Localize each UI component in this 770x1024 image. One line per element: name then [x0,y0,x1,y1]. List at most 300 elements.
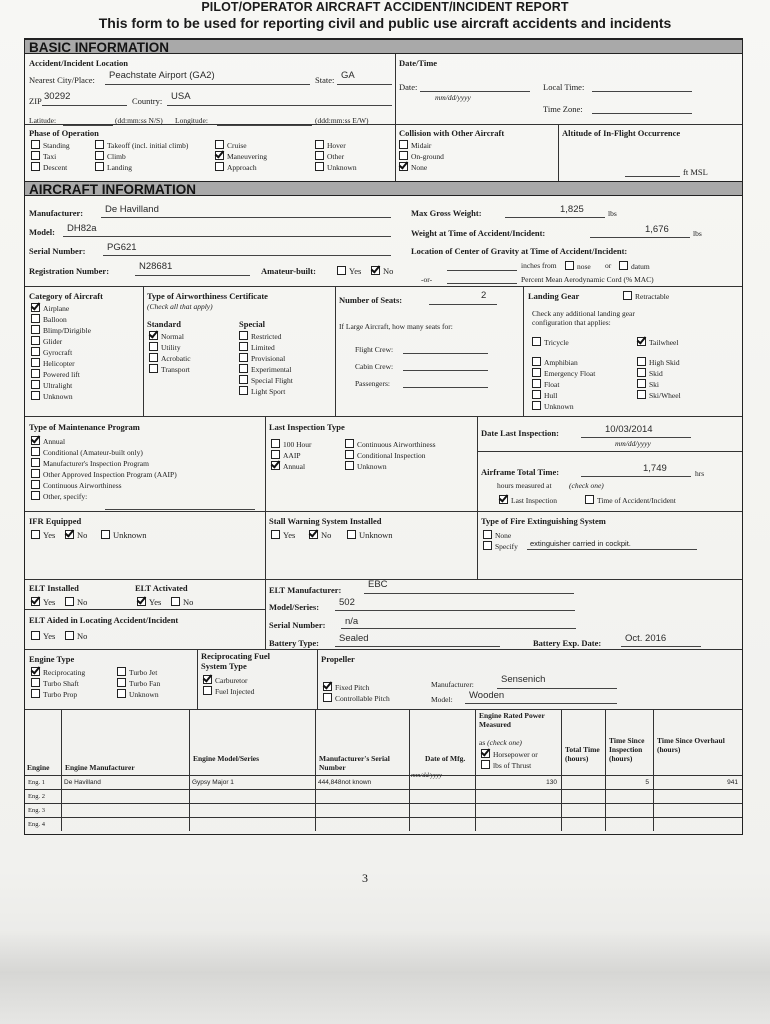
checkbox-label: Continuous Airworthiness [357,440,436,449]
amateur-no[interactable]: No [371,266,393,276]
checkbox-label: Turbo Shaft [43,679,79,688]
standard-cert-option[interactable] [149,342,181,353]
time-zone-label: Time Zone: [543,104,583,114]
latitude-label: Latitude: [29,116,57,125]
checkbox-label: 100 Hour [283,440,312,449]
special-cert-option[interactable] [239,364,291,375]
checkbox[interactable] [345,450,354,459]
maintenance-option[interactable] [31,491,87,502]
checkbox-label: Unknown [544,402,574,411]
date-mfg-hint: mm/dd/yyyy [411,772,443,779]
cg-label: Location of Center of Gravity at Time of Accident/Incident: [411,246,628,256]
manufacturer-label: Manufacturer: [29,208,84,218]
engine-type-option[interactable] [31,667,85,678]
checkbox-label: AAIP [283,451,301,460]
fire-specify-field[interactable]: extinguisher carried in cockpit. [530,539,631,548]
engine-table-header: Date of Mfg. [425,754,466,763]
category-option[interactable] [31,303,69,314]
checkbox[interactable] [149,342,158,351]
report-title: PILOT/OPERATOR AIRCRAFT ACCIDENT/INCIDENT REPORT [201,0,569,14]
elt-aided-yes[interactable]: Yes [31,631,55,641]
elt-aided-title: ELT Aided in Locating Accident/Incident [29,615,179,625]
thrust-option[interactable]: lbs of Thrust [481,760,531,771]
fuel-system-title-1: Reciprocating Fuel [201,651,271,661]
maintenance-option[interactable] [31,480,122,491]
checkbox-label: Airplane [43,304,70,313]
power-as: as (check one) [479,738,522,747]
phase-option[interactable] [31,151,56,162]
checkbox[interactable] [315,151,324,160]
checkbox-label: Utility [161,343,181,352]
fuel-system-option[interactable] [203,686,254,697]
phase-option[interactable] [215,162,257,173]
ifr-yes[interactable]: Yes [31,530,55,540]
checkbox[interactable] [532,379,541,388]
checkbox-label: Ski [649,380,660,389]
stall-no[interactable]: No [309,530,331,540]
power-header: Engine Rated Power Measured [479,711,545,729]
fire-system-title: Type of Fire Extinguishing System [481,516,606,526]
special-cert-option[interactable] [239,386,285,397]
aircraft-information-band: AIRCRAFT INFORMATION [25,181,742,196]
seats-field[interactable]: 2 [481,290,487,301]
passengers-label: Passengers: [355,379,390,388]
elt-installed-no[interactable]: No [65,597,87,607]
checkbox[interactable] [31,458,40,467]
stall-unknown[interactable]: Unknown [347,530,393,540]
fuel-system-option[interactable] [203,675,248,686]
checkbox-label: Reciprocating [43,668,86,677]
checkbox[interactable] [239,386,248,395]
phase-option[interactable] [315,140,346,151]
checkbox-label: Normal [161,332,184,341]
elt-activated-no[interactable]: No [171,597,193,607]
collision-option[interactable] [399,162,427,173]
engine-cell-power[interactable]: 130 [546,779,557,786]
category-option[interactable] [31,325,91,336]
checkbox-label: Fuel Injected [215,687,255,696]
checkbox-label: Ultralight [43,381,73,390]
checkbox-label: Standing [43,141,70,150]
checkbox-label: Restricted [251,332,282,341]
checkbox[interactable] [31,436,40,445]
serial-label: Serial Number: [29,246,86,256]
engine-cell-eng: Eng. 1 [28,779,45,786]
elt-model-field[interactable]: 502 [339,597,355,608]
cg-nose-checkbox[interactable]: nose [565,261,591,272]
checkbox-label: Continuous Airworthiness [43,481,122,490]
inspection-type-option[interactable] [345,439,436,450]
category-option[interactable] [31,336,62,347]
checkbox-label: Unknown [129,690,159,699]
phase-option[interactable] [315,151,344,162]
checkbox[interactable] [345,439,354,448]
checkbox[interactable] [149,331,158,340]
landing-gear-option[interactable] [532,401,574,412]
elt-manufacturer-field[interactable]: EBC [368,579,388,590]
airframe-time-label: Airframe Total Time: [481,467,560,477]
fuel-system-title-2: System Type [201,661,247,671]
ifr-no[interactable]: No [65,530,87,540]
inspection-type-option[interactable] [345,461,387,472]
model-field[interactable]: DH82a [67,223,97,234]
cg-mac-text: Percent Mean Aerodynamic Cord (% MAC) [521,275,654,284]
hours-measured-hint: (check one) [569,481,604,490]
checkbox[interactable] [31,480,40,489]
checkbox-label: Controllable Pitch [335,694,390,703]
serial-field[interactable]: PG621 [107,242,137,253]
retractable-checkbox[interactable]: Retractable [623,291,669,302]
phase-option[interactable] [95,151,126,162]
date-last-inspection-field[interactable]: 10/03/2014 [605,424,653,435]
manufacturer-field[interactable]: De Havilland [105,204,159,215]
checkbox[interactable] [271,439,280,448]
checkbox-label: Midair [411,141,432,150]
checkbox[interactable] [323,693,332,702]
fire-none[interactable]: None [483,530,511,541]
propeller-manufacturer-field[interactable]: Sensenich [501,674,546,685]
checkbox-label: Float [544,380,560,389]
checkbox-label: Turbo Prop [43,690,78,699]
checkbox[interactable] [31,447,40,456]
latitude-hint: (dd:mm:ss N/S) [115,116,163,125]
weight-unit: lbs [693,229,702,238]
phase-option[interactable] [31,162,67,173]
category-option[interactable] [31,369,80,380]
registration-label: Registration Number: [29,266,110,276]
landing-gear-option[interactable] [532,390,557,401]
landing-gear-option[interactable] [637,357,680,368]
checkbox[interactable] [637,390,646,399]
checkbox[interactable] [31,369,40,378]
special-cert-option[interactable] [239,342,275,353]
ifr-unknown[interactable]: Unknown [101,530,147,540]
checkbox-label: Fixed Pitch [335,683,370,692]
checkbox[interactable] [95,162,104,171]
category-option[interactable] [31,314,67,325]
checkbox-label: Helicopter [43,359,75,368]
checkbox[interactable] [215,151,224,160]
checkbox-label: Tailwheel [649,338,679,347]
landing-gear-option[interactable] [637,368,663,379]
propeller-title: Propeller [321,654,355,664]
checkbox[interactable] [31,358,40,367]
checkbox-label: High Skid [649,358,680,367]
checkbox-label: Amphibian [544,358,578,367]
inspection-type-option[interactable] [271,439,312,450]
battery-type-field[interactable]: Sealed [339,633,369,644]
checkbox[interactable] [203,675,212,684]
checkbox[interactable] [271,461,280,470]
weight-field[interactable]: 1,676 [645,224,669,235]
checkbox-label: Tricycle [544,338,569,347]
landing-gear-option[interactable] [532,337,569,348]
maintenance-option[interactable] [31,436,65,447]
max-gross-weight-label: Max Gross Weight: [411,208,482,218]
horsepower-option[interactable]: Horsepower or [481,749,538,760]
measured-last-inspection[interactable]: Last Inspection [499,495,557,506]
engine-cell-serial[interactable]: 444,848not known [318,779,372,786]
checkbox-label: Unknown [357,462,387,471]
standard-cert-option[interactable] [149,364,190,375]
landing-gear-option[interactable] [532,357,578,368]
checkbox[interactable] [399,140,408,149]
seats-label: Number of Seats: [339,295,403,305]
checkbox-label: Taxi [43,152,57,161]
checkbox[interactable] [399,162,408,171]
date-last-inspection-hint: mm/dd/yyyy [615,439,651,448]
engine-type-option[interactable] [117,678,160,689]
checkbox[interactable] [239,331,248,340]
checkbox-label: Other Approved Inspection Program (AAIP) [43,470,177,479]
engine-type-title: Engine Type [29,654,75,664]
checkbox[interactable] [31,336,40,345]
category-option[interactable] [31,347,72,358]
checkbox[interactable] [149,353,158,362]
checkbox[interactable] [637,368,646,377]
checkbox[interactable] [637,357,646,366]
special-cert-option[interactable] [239,375,293,386]
battery-exp-label: Battery Exp. Date: [533,638,602,648]
battery-exp-field[interactable]: Oct. 2016 [625,633,667,644]
checkbox-label: Other [327,152,345,161]
checkbox-label: Conditional (Amateur-built only) [43,448,143,457]
checkbox[interactable] [117,667,126,676]
checkbox[interactable] [117,678,126,687]
category-option[interactable] [31,358,75,369]
state-label: State: [315,75,335,85]
checkbox-label: Annual [283,462,306,471]
maintenance-option[interactable] [31,458,149,469]
stall-warning-title: Stall Warning System Installed [269,516,382,526]
checkbox[interactable] [637,337,646,346]
category-option[interactable] [31,391,73,402]
scan-shadow [0,930,770,1024]
checkbox[interactable] [532,390,541,399]
engine-type-option[interactable] [31,689,77,700]
checkbox[interactable] [149,364,158,373]
checkbox[interactable] [239,364,248,373]
checkbox-label: Maneuvering [227,152,267,161]
checkbox[interactable] [532,368,541,377]
engine-cell-mfr[interactable]: De Havilland [64,779,101,786]
cg-or2-text: -or- [421,275,433,284]
propeller-model-field[interactable]: Wooden [469,690,505,701]
checkbox-label: Carburetor [215,676,248,685]
landing-gear-option[interactable] [637,379,659,390]
elt-manufacturer-label: ELT Manufacturer: [269,585,342,595]
checkbox[interactable] [31,667,40,676]
registration-field[interactable]: N28681 [139,261,173,272]
engine-cell-model[interactable]: Gypsy Major 1 [192,779,234,786]
engine-table-header: Time Since Overhaul (hours) [657,736,725,754]
location-title: Accident/Incident Location [29,58,128,68]
checkbox-label: Light Sport [251,387,286,396]
checkbox[interactable] [31,380,40,389]
country-label: Country: [132,96,163,106]
engine-type-option[interactable] [117,667,157,678]
checkbox-label: Climb [107,152,126,161]
elt-activated-yes[interactable]: Yes [137,597,161,607]
state-field[interactable]: GA [341,70,355,81]
basic-information-band: BASIC INFORMATION [25,39,742,54]
elt-serial-label: Serial Number: [269,620,326,630]
standard-cert-option[interactable] [149,331,184,342]
city-field[interactable]: Peachstate Airport (GA2) [109,70,215,81]
report-subtitle: This form to be used for reporting civil and public use aircraft accidents and incidents [98,15,672,31]
engine-cell-insp[interactable]: 5 [645,779,649,786]
checkbox-label: Acrobatic [161,354,191,363]
phase-title: Phase of Operation [29,128,99,138]
checkbox[interactable] [239,375,248,384]
checkbox[interactable] [532,357,541,366]
engine-cell-eng: Eng. 2 [28,793,45,800]
checkbox[interactable] [239,353,248,362]
certificate-title: Type of Airworthiness Certificate [147,291,268,301]
gear-hint-1: Check any additional landing gear [532,309,635,318]
engine-type-option[interactable] [117,689,159,700]
phase-option[interactable] [215,151,267,162]
stall-yes[interactable]: Yes [271,530,295,540]
checkbox-label: Manufacturer's Inspection Program [43,459,149,468]
landing-gear-option[interactable] [637,337,678,348]
checkbox-label: On-ground [411,152,444,161]
date-last-inspection-label: Date Last Inspection: [481,428,559,438]
altitude-unit: ft MSL [683,167,708,177]
checkbox[interactable] [203,686,212,695]
engine-cell-overhaul[interactable]: 941 [727,779,738,786]
propeller-option[interactable] [323,682,369,693]
elt-aided-no[interactable]: No [65,631,87,641]
collision-title: Collision with Other Aircraft [399,128,505,138]
fire-specify[interactable]: Specify [483,541,518,552]
model-label: Model: [29,227,55,237]
checkbox[interactable] [31,314,40,323]
checkbox[interactable] [31,391,40,400]
checkbox-label: Experimental [251,365,292,374]
checkbox-label: Special Flight [251,376,293,385]
phase-option[interactable] [315,162,357,173]
engine-table-header: Total Time (hours) [565,745,600,763]
checkbox[interactable] [315,162,324,171]
landing-gear-option[interactable] [637,390,681,401]
checkbox-label: Descent [43,163,68,172]
elt-installed-title: ELT Installed [29,583,79,593]
checkbox[interactable] [31,303,40,312]
city-label: Nearest City/Place: [29,75,95,85]
propeller-option[interactable] [323,693,390,704]
flight-crew-label: Flight Crew: [355,345,394,354]
special-cert-option[interactable] [239,353,285,364]
phase-option[interactable] [95,140,188,151]
checkbox-label: Powered lift [43,370,80,379]
checkbox-label: Unknown [327,163,357,172]
elt-installed-yes[interactable]: Yes [31,597,55,607]
measured-time-of-accident[interactable]: Time of Accident/Incident [585,495,676,506]
amateur-yes[interactable]: Yes [337,266,361,276]
last-inspection-type-title: Last Inspection Type [269,422,345,432]
checkbox-label: Provisional [251,354,286,363]
engine-table-header: Manufacturer's Serial Number [319,754,390,772]
checkbox[interactable] [31,151,40,160]
checkbox[interactable] [315,140,324,149]
checkbox[interactable] [31,325,40,334]
cabin-crew-label: Cabin Crew: [355,362,394,371]
checkbox[interactable] [323,682,332,691]
checkbox[interactable] [31,469,40,478]
inspection-type-option[interactable] [271,461,305,472]
checkbox-label: Transport [161,365,190,374]
special-cert-option[interactable] [239,331,281,342]
weight-label: Weight at Time of Accident/Incident: [411,228,546,238]
checkbox-label: Emergency Float [544,369,596,378]
special-title: Special [239,319,265,329]
checkbox-label: Approach [227,163,257,172]
checkbox[interactable] [31,162,40,171]
engine-table-header: Engine Manufacturer [65,763,135,772]
category-title: Category of Aircraft [29,291,103,301]
standard-cert-option[interactable] [149,353,191,364]
inspection-type-option[interactable] [345,450,426,461]
checkbox[interactable] [95,151,104,160]
checkbox[interactable] [31,491,40,500]
engine-table-header: Engine Model/Series [193,754,260,763]
checkbox[interactable] [31,689,40,698]
checkbox[interactable] [31,678,40,687]
collision-option[interactable] [399,140,431,151]
checkbox[interactable] [117,689,126,698]
checkbox-label: Annual [43,437,66,446]
landing-gear-title: Landing Gear [528,291,580,301]
checkbox[interactable] [239,342,248,351]
zip-label: ZIP [29,96,42,106]
checkbox[interactable] [532,337,541,346]
landing-gear-option[interactable] [532,368,595,379]
country-field[interactable]: USA [171,91,191,102]
page-number: 3 [362,871,368,885]
cg-datum-checkbox[interactable]: datum [619,261,650,272]
checkbox[interactable] [345,461,354,470]
zip-field[interactable]: 30292 [44,91,71,102]
airframe-time-field[interactable]: 1,749 [643,463,667,474]
checkbox[interactable] [95,140,104,149]
maintenance-option[interactable] [31,447,143,458]
checkbox-label: Cruise [227,141,247,150]
phase-option[interactable] [31,140,70,151]
checkbox[interactable] [31,347,40,356]
maintenance-option[interactable] [31,469,177,480]
engine-type-option[interactable] [31,678,79,689]
checkbox-label: Gyrocraft [43,348,73,357]
checkbox[interactable] [637,379,646,388]
propeller-manufacturer-label: Manufacturer: [431,680,474,689]
altitude-title: Altitude of In-Flight Occurrence [562,128,681,138]
elt-activated-title: ELT Activated [135,583,188,593]
checkbox[interactable] [215,162,224,171]
checkbox-label: Conditional Inspection [357,451,426,460]
max-gross-weight-field[interactable]: 1,825 [560,204,584,215]
checkbox[interactable] [31,140,40,149]
checkbox-label: Landing [107,163,132,172]
phase-option[interactable] [95,162,132,173]
elt-serial-field[interactable]: n/a [345,616,359,627]
cg-inches-from: inches from [521,261,557,270]
elt-model-label: Model/Series: [269,602,320,612]
checkbox[interactable] [532,401,541,410]
category-option[interactable] [31,380,72,391]
landing-gear-option[interactable] [532,379,559,390]
cg-or-text: or [605,261,612,270]
